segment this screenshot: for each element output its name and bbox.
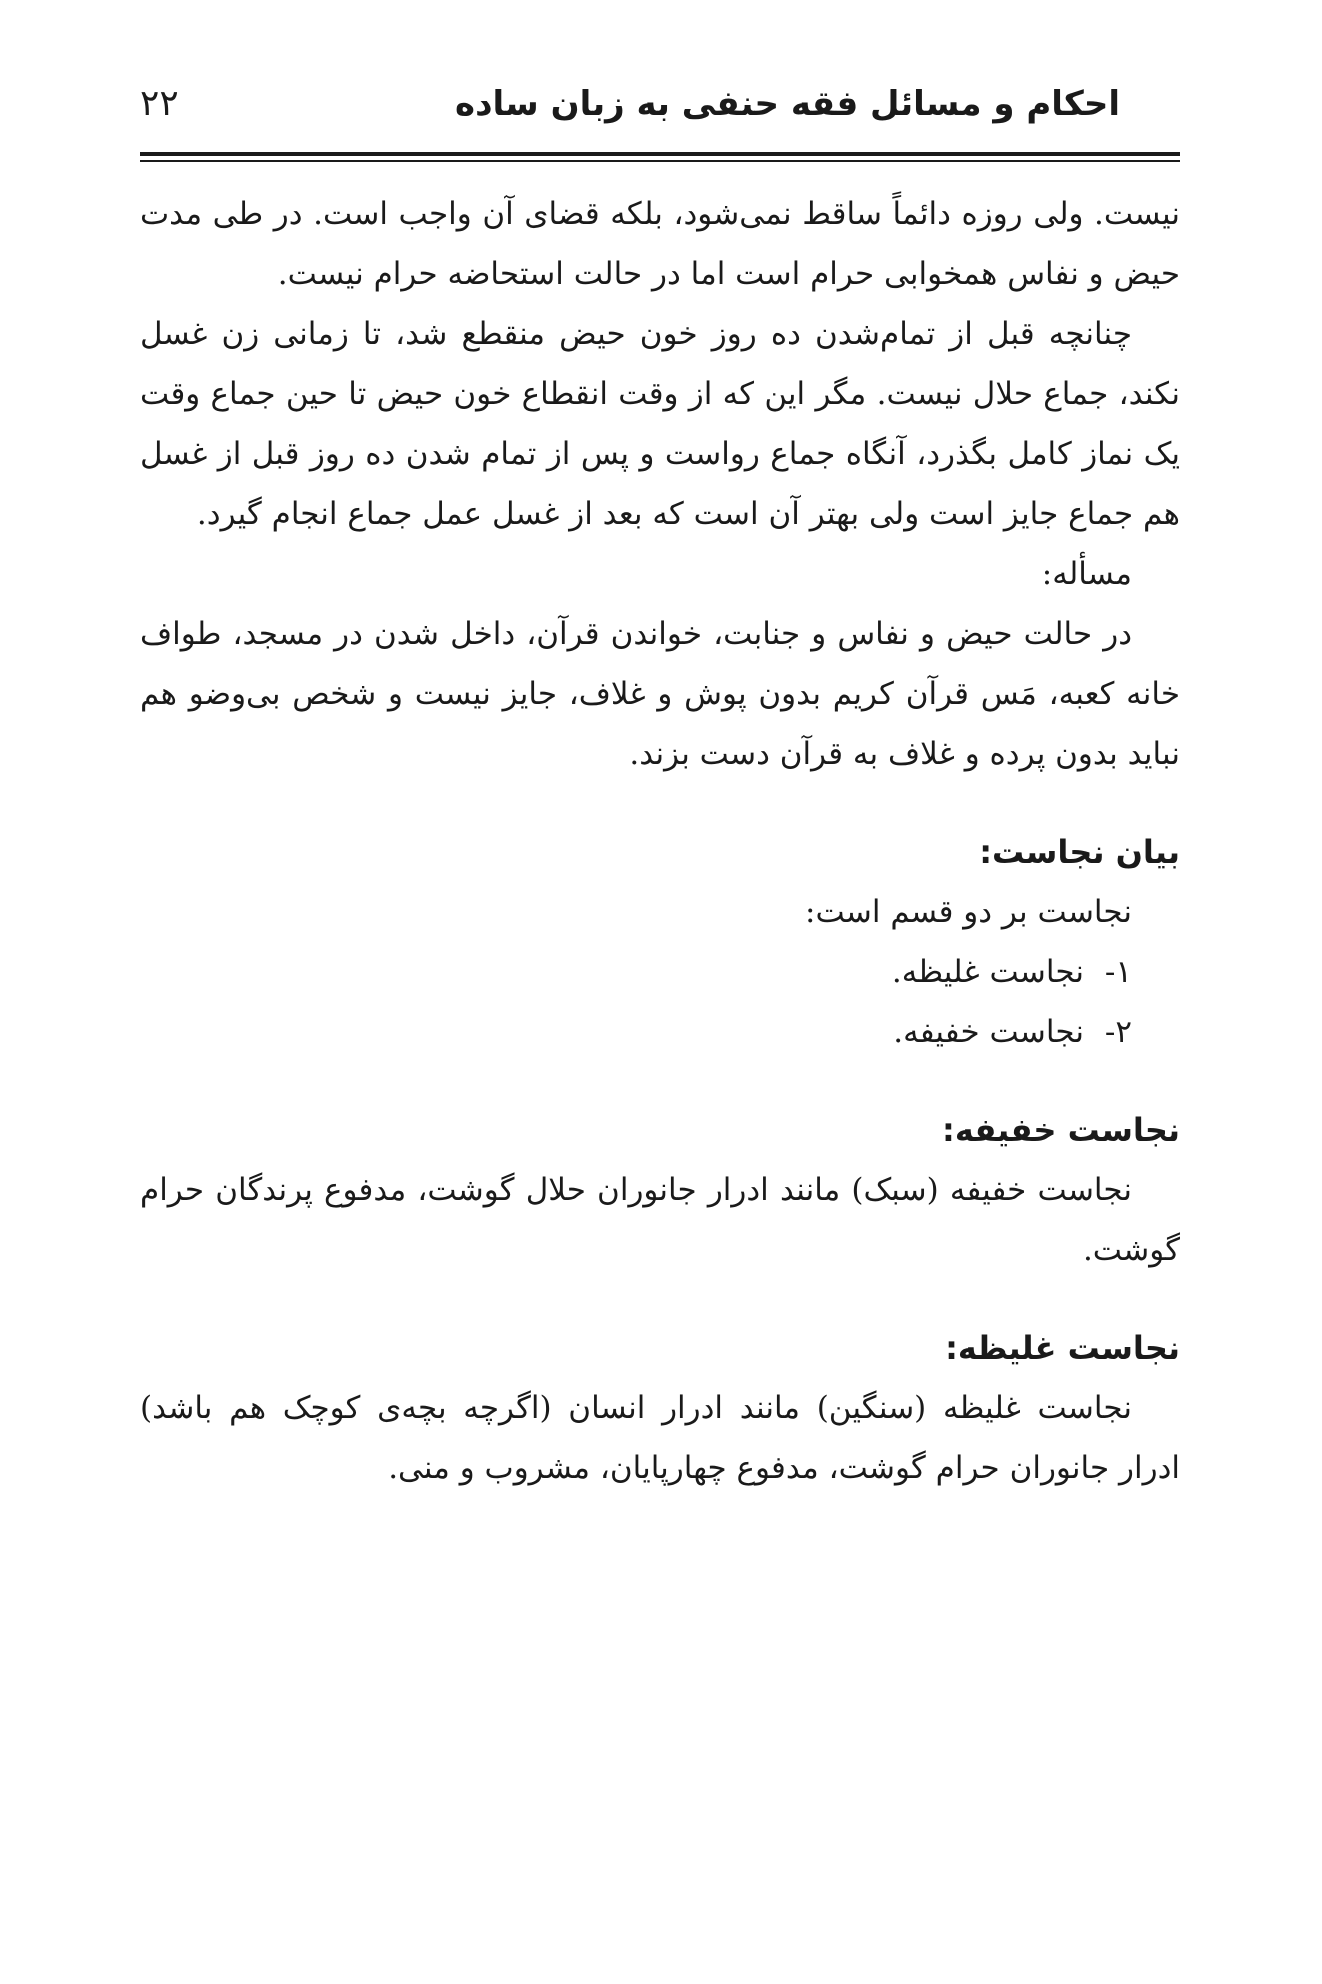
- paragraph-ghaliza: نجاست غلیظه (سنگین) مانند ادرار انسان (اگرچه بچه‌ی کوچک هم باشد) ادرار جانوران حرام گوشت، مدفوع چهارپایان، مشروب و منی.: [140, 1390, 1180, 1486]
- list-text: نجاست خفیفه.: [893, 1014, 1084, 1050]
- page-number: ۲۲: [140, 83, 179, 124]
- list-number: ۲-: [1104, 1014, 1132, 1050]
- masala-label: مسأله:: [1041, 556, 1132, 592]
- list-item: [140, 1002, 1180, 1062]
- paragraph-khafifa: نجاست خفیفه (سبک) مانند ادرار جانوران حلال گوشت، مدفوع پرندگان حرام گوشت.: [140, 1172, 1180, 1268]
- section-title-ghaliza: نجاست غلیظه:: [945, 1329, 1180, 1367]
- paragraph-end-of-period: چنانچه قبل از تمام‌شدن ده روز خون حیض منقطع شد، تا زمانی زن غسل نکند، جماع حلال نیست. مگر این که از وقت انقطاع خون حیض تا حین جماع وقت یک نماز کامل بگذرد، آنگاه جماع رواست و پس از تمام شدن ده روز قبل از غسل هم جماع جایز است ولی بهتر آن است که بعد از غسل عمل جماع انجام گیرد.: [140, 316, 1180, 532]
- list-item: [140, 942, 1180, 1002]
- list-number: ۱-: [1104, 954, 1132, 990]
- list-text: نجاست غلیظه.: [891, 954, 1084, 990]
- header-rule-thin: [140, 160, 1180, 162]
- section-gap: [140, 1280, 1180, 1318]
- page-header: [140, 60, 1180, 146]
- header-rule-thick: [140, 152, 1180, 156]
- najasat-intro: نجاست بر دو قسم است:: [805, 894, 1132, 930]
- section-gap: [140, 1062, 1180, 1100]
- running-title: احکام و مسائل فقه حنفی به زبان ساده: [455, 84, 1120, 124]
- paragraph-prohibitions: در حالت حیض و نفاس و جنابت، خواندن قرآن، داخل شدن در مسجد، طواف خانه کعبه، مَس قرآن کریم بدون پوش و غلاف، جایز نیست و شخص بی‌وضو هم نباید بدون پرده و غلاف به قرآن دست بزند.: [140, 616, 1180, 772]
- book-page: [140, 60, 1180, 1940]
- section-gap: [140, 784, 1180, 822]
- section-title-khafifa: نجاست خفیفه:: [942, 1111, 1180, 1149]
- section-title-najasat: بیان نجاست:: [979, 833, 1180, 871]
- paragraph-continuation: نیست. ولی روزه دائماً ساقط نمی‌شود، بلکه قضای آن واجب است. در طی مدت حیض و نفاس همخوابی حرام است اما در حالت استحاضه حرام نیست.: [140, 196, 1180, 292]
- page-content: [140, 184, 1180, 1498]
